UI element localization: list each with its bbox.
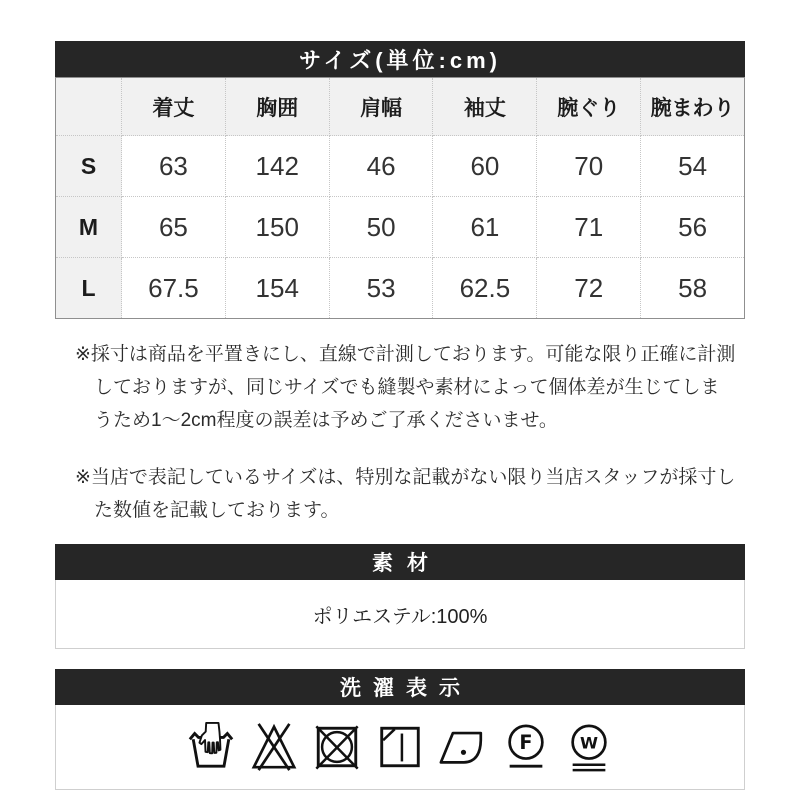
value-cell: 58 bbox=[641, 258, 745, 319]
size-table-title-bar bbox=[55, 41, 745, 77]
hand-wash-icon bbox=[186, 720, 236, 774]
laundry-section bbox=[55, 669, 745, 790]
value-cell: 142 bbox=[225, 136, 329, 197]
column-header-armhole: 腕ぐり bbox=[537, 78, 641, 136]
corner-cell bbox=[56, 78, 122, 136]
do-not-tumble-dry-icon bbox=[312, 720, 362, 774]
material-title: 素材 bbox=[372, 552, 442, 575]
do-not-bleach-icon bbox=[249, 720, 299, 774]
value-cell: 67.5 bbox=[122, 258, 226, 319]
column-header-shoulder: 肩幅 bbox=[329, 78, 433, 136]
value-cell: 63 bbox=[122, 136, 226, 197]
iron-low-temp-icon bbox=[438, 720, 488, 774]
row-header-l: L bbox=[56, 258, 122, 319]
laundry-title: 洗濯表示 bbox=[340, 677, 472, 700]
value-cell: 154 bbox=[225, 258, 329, 319]
laundry-title-bar bbox=[55, 669, 745, 705]
measurement-method-note: ※採寸は商品を平置きにし、直線で計測しております。可能な限り正確に計測しておりますが、同じサイズでも縫製や素材によって個体差が生じてしまうため1〜2cm程度の誤差は予めご了承くださいませ。 bbox=[75, 344, 736, 431]
value-cell: 65 bbox=[122, 197, 226, 258]
staff-measured-note: ※当店で表記しているサイズは、特別な記載がない限り当店スタッフが採寸した数値を記載しております。 bbox=[75, 467, 736, 521]
row-header-s: S bbox=[56, 136, 122, 197]
size-chart-page bbox=[55, 0, 745, 790]
column-header-arm-circumference: 腕まわり bbox=[641, 78, 745, 136]
value-cell: 150 bbox=[225, 197, 329, 258]
value-cell: 50 bbox=[329, 197, 433, 258]
column-header-body-length: 着丈 bbox=[122, 78, 226, 136]
value-cell: 70 bbox=[537, 136, 641, 197]
line-dry-in-shade-icon bbox=[375, 720, 425, 774]
notes-block bbox=[75, 338, 737, 527]
size-table-title: サイズ(単位:cm) bbox=[298, 47, 502, 73]
dry-clean-petroleum-gentle-icon bbox=[501, 720, 551, 774]
material-value: ポリエステル:100% bbox=[312, 605, 488, 628]
material-section bbox=[55, 544, 745, 649]
wet-clean-very-gentle-icon bbox=[564, 720, 614, 774]
table-row-size-s bbox=[56, 136, 745, 197]
value-cell: 71 bbox=[537, 197, 641, 258]
table-row-size-l bbox=[56, 258, 745, 319]
care-symbols-row bbox=[55, 705, 745, 790]
svg-text:W: W bbox=[579, 733, 599, 753]
value-cell: 62.5 bbox=[433, 258, 537, 319]
row-header-m: M bbox=[56, 197, 122, 258]
svg-text:F: F bbox=[519, 730, 533, 754]
value-cell: 53 bbox=[329, 258, 433, 319]
value-cell: 72 bbox=[537, 258, 641, 319]
material-body bbox=[55, 580, 745, 649]
material-title-bar bbox=[55, 544, 745, 580]
size-table bbox=[55, 77, 745, 319]
value-cell: 46 bbox=[329, 136, 433, 197]
value-cell: 60 bbox=[433, 136, 537, 197]
value-cell: 61 bbox=[433, 197, 537, 258]
column-header-chest: 胸囲 bbox=[225, 78, 329, 136]
size-table-header-row bbox=[56, 78, 745, 136]
table-row-size-m bbox=[56, 197, 745, 258]
column-header-sleeve: 袖丈 bbox=[433, 78, 537, 136]
value-cell: 54 bbox=[641, 136, 745, 197]
value-cell: 56 bbox=[641, 197, 745, 258]
